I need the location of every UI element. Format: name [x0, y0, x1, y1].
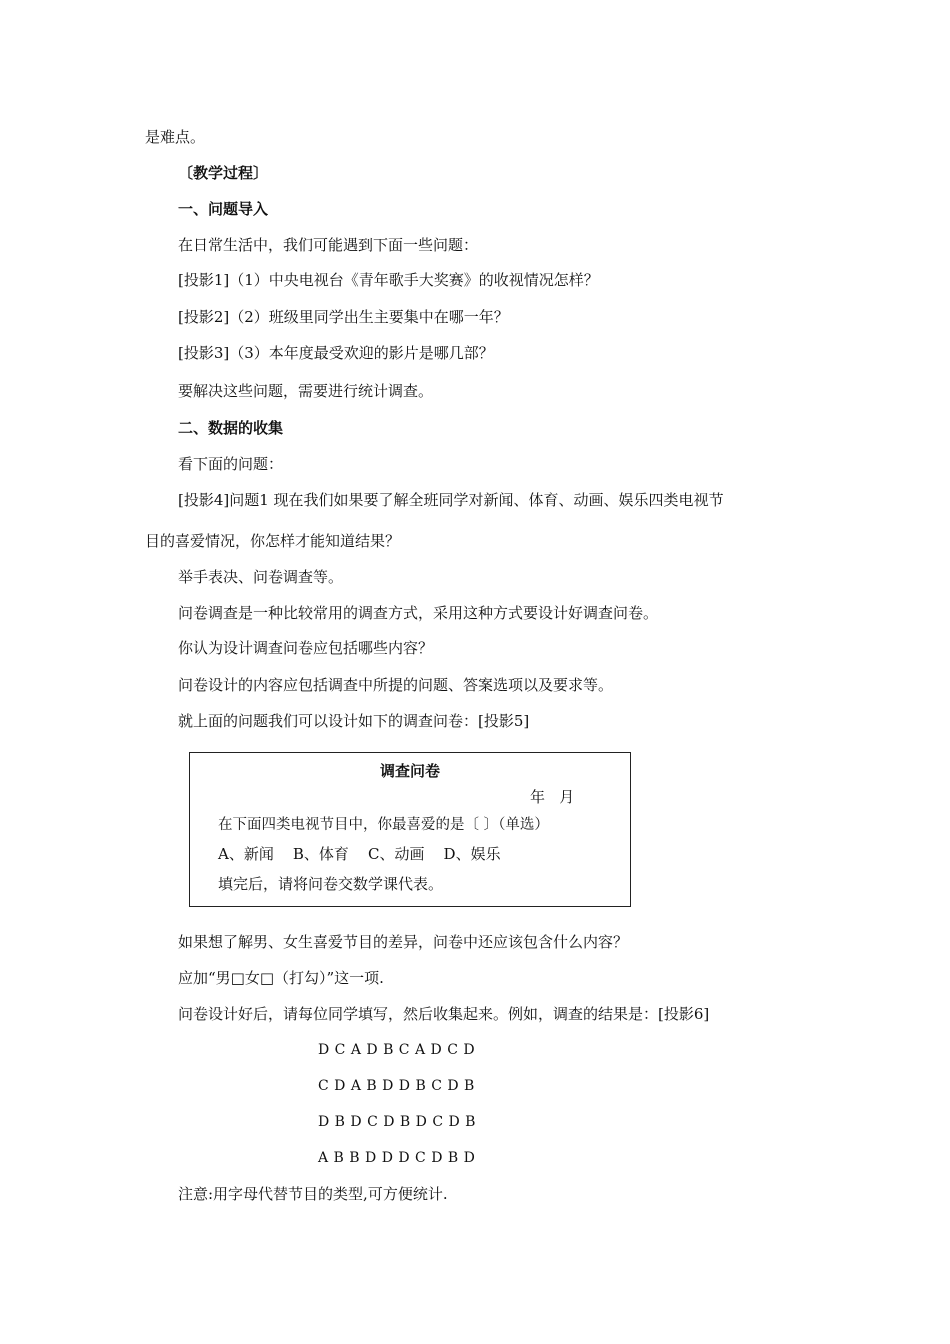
- text-line: 问卷设计好后，请每位同学填写，然后收集起来。例如，调查的结果是：[投影6]: [178, 1005, 710, 1023]
- text-line: 是难点。: [145, 128, 206, 146]
- result-row: D B D C D B D C D B: [318, 1114, 476, 1130]
- text-line: 看下面的问题：: [178, 455, 284, 473]
- section-heading: 〔教学过程〕: [178, 164, 269, 182]
- text-line: [投影2]（2）班级里同学出生主要集中在哪一年？: [178, 308, 509, 326]
- section-heading: 二、数据的收集: [178, 419, 284, 437]
- text-line: 在日常生活中，我们可能遇到下面一些问题：: [178, 236, 479, 254]
- section-heading: 一、问题导入: [178, 200, 269, 218]
- text-line: 问卷设计的内容应包括调查中所提的问题、答案选项以及要求等。: [178, 676, 614, 694]
- text-line: [投影3]（3）本年度最受欢迎的影片是哪几部？: [178, 344, 494, 362]
- text-line: [投影1]（1）中央电视台《青年歌手大奖赛》的收视情况怎样？: [178, 271, 599, 289]
- questionnaire-date: 年 月: [530, 788, 575, 806]
- result-row: D C A D B C A D C D: [318, 1042, 475, 1058]
- text-line: [投影4]问题1 现在我们如果要了解全班同学对新闻、体育、动画、娱乐四类电视节: [178, 491, 724, 509]
- text-line: 你认为设计调查问卷应包括哪些内容？: [178, 639, 434, 657]
- text-line: 就上面的问题我们可以设计如下的调查问卷：[投影5]: [178, 712, 530, 730]
- result-row: C D A B D D B C D B: [318, 1078, 475, 1094]
- questionnaire-title: 调查问卷: [379, 762, 440, 780]
- questionnaire-options: A、新闻 B、体育 C、动画 D、娱乐: [218, 845, 501, 863]
- text-line: 目的喜爱情况，你怎样才能知道结果？: [145, 532, 401, 550]
- text-line: 应加“男□女□（打勾）”这一项.: [178, 969, 384, 987]
- text-line: 注意:用字母代替节目的类型,可方便统计.: [178, 1185, 448, 1203]
- text-line: 举手表决、问卷调查等。: [178, 568, 344, 586]
- text-line: 如果想了解男、女生喜爱节目的差异，问卷中还应该包含什么内容？: [178, 933, 629, 951]
- questionnaire-question: 在下面四类电视节目中，你最喜爱的是〔 〕（单选）: [218, 817, 549, 833]
- result-row: A B B D D D C D B D: [318, 1150, 475, 1166]
- text-line: 问卷调查是一种比较常用的调查方式，采用这种方式要设计好调查问卷。: [178, 604, 659, 622]
- questionnaire-instruction: 填完后，请将问卷交数学课代表。: [218, 875, 444, 893]
- text-line: 要解决这些问题，需要进行统计调查。: [178, 382, 434, 400]
- questionnaire-box: [189, 752, 631, 907]
